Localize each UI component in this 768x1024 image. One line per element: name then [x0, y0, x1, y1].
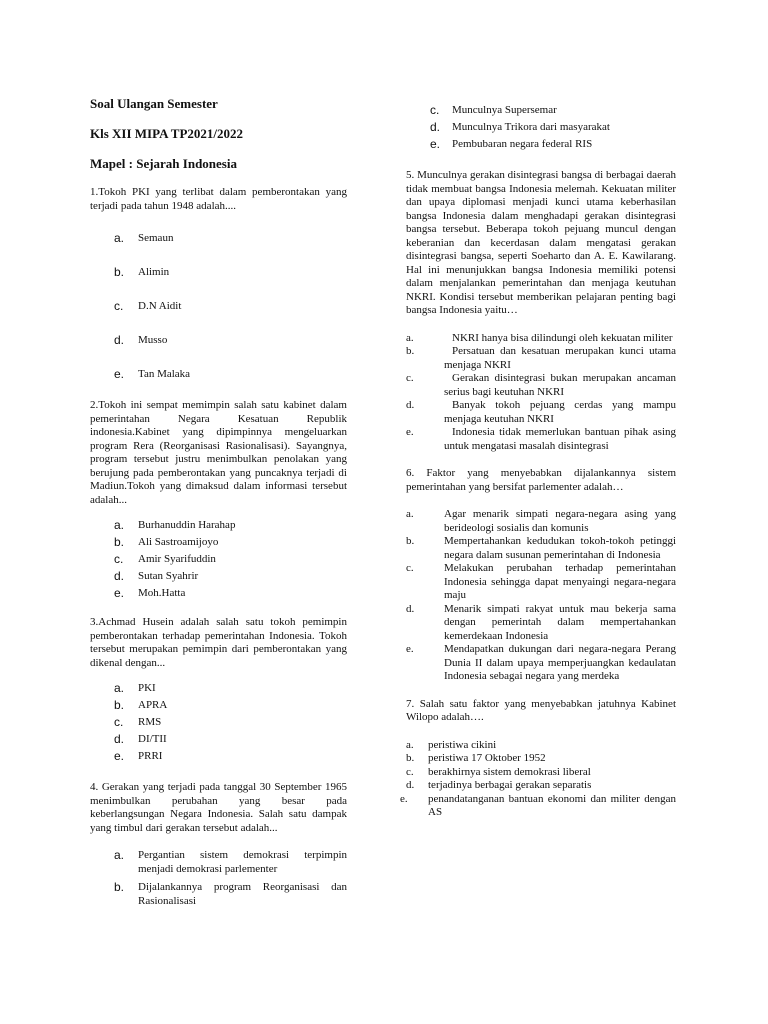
option-5a[interactable]: a. NKRI hanya bisa dilindungi oleh kekuatan militer: [406, 331, 673, 344]
option-3b[interactable]: b. APRA: [114, 698, 168, 712]
option-1b[interactable]: b. Alimin: [114, 265, 170, 279]
option-6c[interactable]: c. Melakukan perubahan terhadap pemerintahan Indonesia sehingga dapat menyaingi negara-negara maju: [406, 562, 676, 601]
question-6-text: 6. Faktor yang menyebabkan dijalankannya sistem pemerintahan yang bersifat parlementer adalah…: [406, 467, 676, 493]
option-4a[interactable]: a. Pergantian sistem demokrasi terpimpin menjadi demokrasi parlementer: [114, 848, 347, 875]
option-2e[interactable]: e. Moh.Hatta: [114, 586, 186, 600]
option-5d[interactable]: d. Banyak tokoh pejuang cerdas yang mampu menjaga keutuhan NKRI: [406, 399, 676, 425]
option-5c[interactable]: c. Gerakan disintegrasi bukan merupakan ancaman serius bagi keutuhan NKRI: [406, 372, 676, 398]
question-7-options: [400, 738, 676, 820]
option-1d[interactable]: d. Musso: [114, 333, 168, 347]
option-3d[interactable]: d. DI/TII: [114, 732, 167, 746]
option-3a[interactable]: a. PKI: [114, 681, 156, 695]
question-4-text: 4. Gerakan yang terjadi pada tanggal 30 September 1965 menimbulkan perubahan yang besar pada keberlangsungan Negara Indonesia. Salah satu dampak yang timbul dari gerakan tersebut adalah...: [90, 781, 347, 834]
option-3e[interactable]: e. PRRI: [114, 749, 163, 763]
question-4-options-right: [406, 104, 676, 155]
option-7d[interactable]: d. terjadinya berbagai gerakan separatis: [406, 779, 592, 791]
option-2d[interactable]: d. Sutan Syahrir: [114, 569, 199, 583]
option-7b[interactable]: b. peristiwa 17 Oktober 1952: [406, 752, 546, 764]
option-6e[interactable]: e. Mendapatkan dukungan dari negara-negara Perang Dunia II dalam upaya memperjuangkan kedaulatan Indonesia sebagai negara yang merdeka: [406, 643, 676, 682]
question-4-options-left: [90, 849, 347, 908]
class-year: Kls XII MIPA TP2021/2022: [90, 126, 244, 141]
right-column: [400, 103, 676, 820]
option-7a[interactable]: a. peristiwa cikini: [406, 738, 497, 751]
question-3-text: 3.Achmad Husein adalah salah satu tokoh pemimpin pemberontakan terhadap pemerintahan Indonesia. Tokoh tersebut merupakan pemimpin dari pemberontakan yang dikenal dengan...: [90, 616, 347, 669]
option-3c[interactable]: c. RMS: [114, 715, 162, 729]
option-6d[interactable]: d. Menarik simpati rakyat untuk mau bekerja sama dengan pemerintah dalam mempertahankan kemerdekaan Indonesia: [406, 602, 676, 642]
option-2a[interactable]: a. Burhanuddin Harahap: [114, 518, 236, 532]
question-2-options: [90, 519, 347, 604]
exam-title: Soal Ulangan Semester: [90, 96, 218, 111]
option-1a[interactable]: a. Semaun: [114, 231, 174, 245]
option-4c[interactable]: c. Munculnya Supersemar: [430, 103, 557, 117]
option-2b[interactable]: b. Ali Sastroamijoyo: [114, 535, 219, 549]
question-2-text: 2.Tokoh ini sempat memimpin salah satu kabinet dalam pemerintahan Negara Kesatuan Republik indonesia.Kabinet yang dipimpinnya mengeluarkan program Rera (Reorganisasi Rasionalisasi). Sayangnya, program tersebut justru menimbulkan penolakan yang berujung pada pemberontakan yang puncaknya terjadi di Madiun.Tokoh yang dimaksud dalam informasi tersebut adalah...: [90, 399, 347, 506]
question-7-text: 7. Salah satu faktor yang menyebabkan jatuhnya Kabinet Wilopo adalah….: [406, 697, 676, 723]
option-1e[interactable]: e. Tan Malaka: [114, 367, 191, 381]
option-7e[interactable]: e. penandatanganan bantuan ekonomi dan militer dengan AS: [400, 792, 676, 818]
option-5e[interactable]: e. Indonesia tidak memerlukan bantuan pihak asing untuk mengatasi masalah disintegrasi: [406, 426, 676, 452]
option-4e[interactable]: e. Pembubaran negara federal RIS: [430, 137, 593, 151]
option-6a[interactable]: a. Agar menarik simpati negara-negara asing yang berideologi sosialis dan komunis: [406, 508, 676, 534]
subject: Mapel : Sejarah Indonesia: [90, 156, 237, 171]
question-1-options: [90, 225, 347, 395]
question-1-text: 1.Tokoh PKI yang terlibat dalam pemberontakan yang terjadi pada tahun 1948 adalah....: [90, 186, 347, 212]
option-6b[interactable]: b. Mempertahankan kedudukan tokoh-tokoh petinggi negara dalam susunan pemerintahan di Indonesia: [406, 535, 676, 561]
option-7c[interactable]: c. berakhirnya sistem demokrasi liberal: [406, 765, 591, 778]
option-1c[interactable]: c. D.N Aidit: [114, 299, 182, 313]
option-2c[interactable]: c. Amir Syarifuddin: [114, 552, 216, 566]
question-5-options: [406, 332, 676, 454]
question-6-options: [406, 508, 676, 684]
option-5b[interactable]: b. Persatuan dan kesatuan merupakan kunci utama menjaga NKRI: [406, 345, 676, 371]
left-column: [90, 96, 347, 908]
option-4d[interactable]: d. Munculnya Trikora dari masyarakat: [430, 120, 610, 134]
option-4b[interactable]: b. Dijalankannya program Reorganisasi dan Rasionalisasi: [114, 880, 347, 907]
question-3-options: [90, 682, 347, 767]
question-5-text: 5. Munculnya gerakan disintegrasi bangsa di berbagai daerah tidak membuat bangsa Indonesia melemah. Kekuatan militer dan upaya diplomasi menjadi kunci utama keberhasilan bangsa Indonesia dalam menghadapi gerakan disintegrasi bangsa tersebut. Beberapa tokoh pejuang muncul dengan keberanian dan kecerdasan dalam mengatasi gerakan disintegrasi bangsa, seperti Soeharto dan A. E. Kawilarang. Hal ini menunjukkan bangsa Indonesia memiliki potensi dalam menjalankan pemerintahan dan menjaga keutuhan NKRI. Kondisi tersebut memberikan pelajaran penting bagi bangsa Indonesia yaitu…: [406, 169, 676, 316]
